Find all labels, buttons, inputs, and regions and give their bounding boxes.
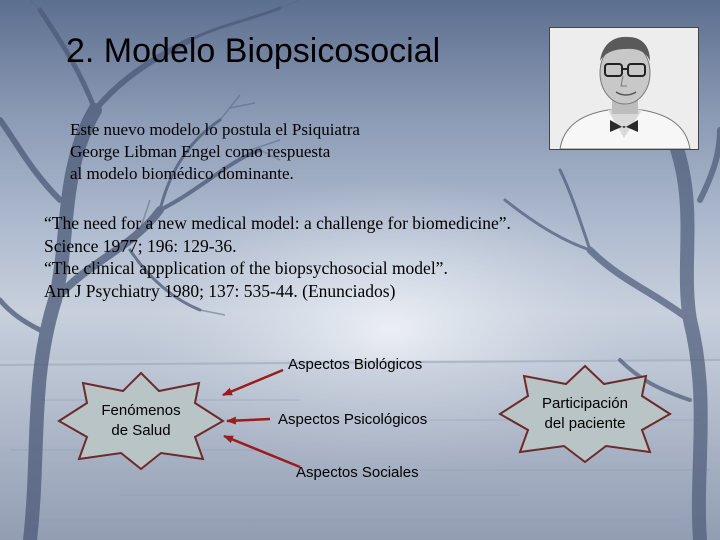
label-aspectos-sociales: Aspectos Sociales [296,464,419,481]
slide-title: 2. Modelo Biopsicosocial [66,32,441,70]
reference-line: “The need for a new medical model: a challenge for biomedicine”. [44,213,511,233]
reference-line: Am J Psychiatry 1980; 137: 535-44. (Enunciados) [44,280,396,301]
star-text-right [498,364,672,464]
reference-line: “The clinical appplication of the biopsychosocial model”. [44,258,448,278]
star-line: de Salud [111,422,171,439]
star-participacion-paciente [498,364,672,464]
intro-line: al modelo biomédico dominante. [70,164,294,183]
star-line: del paciente [544,415,626,432]
star-line: Participación [542,395,628,412]
reference-line: Science 1977; 196: 129-36. [44,235,237,256]
intro-line: Este nuevo modelo lo postula el Psiquiatra [70,120,360,139]
intro-line: George Libman Engel como respuesta [70,142,331,161]
arrow-biologicos [223,370,283,395]
star-text-left [57,371,225,471]
star-line: Fenómenos [101,402,181,419]
arrow-psicologicos [227,419,270,421]
label-aspectos-psicologicos: Aspectos Psicológicos [278,411,428,428]
label-aspectos-biologicos: Aspectos Biológicos [288,356,423,373]
arrow-sociales [224,436,300,467]
star-fenomenos-de-salud [57,371,225,471]
